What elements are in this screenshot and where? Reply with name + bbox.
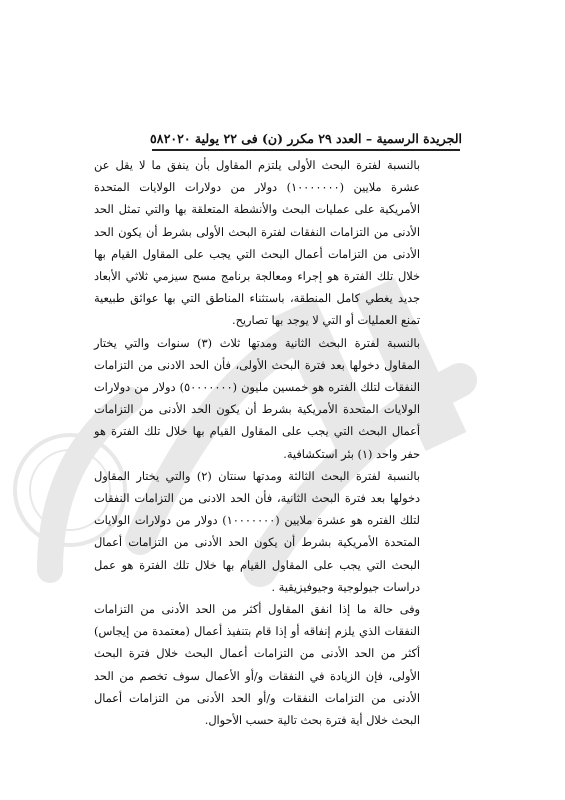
document-body — [94, 155, 420, 732]
paragraph-third-exploration-period: بالنسبة لفترة البحث الثالثة ومدتها سنتان (٢) والتي يختار المقاول دخولها بعد فترة البحث الثانية، فأن الحد الادنى من التزامات النفقات لتلك الفتره هو عشرة ملايين (١٠٠٠٠٠٠٠) دولار من دولارات الولايات المتحدة الأمريكية بشرط أن يكون الحد الأدنى من التزامات أعمال البحث التي يجب على المقاول القيام بها خلال تلك الفترة هو عمل دراسات جيولوجية وجيوفيزيقية . — [94, 469, 420, 594]
header-title: الجريدة الرسمية – العدد ٢٩ مكرر (ن) فى ٢٢ يولية ٢٠٢٠ — [163, 130, 462, 146]
header-divider — [152, 149, 460, 151]
page-number: ٥٨ — [150, 130, 164, 146]
paragraph-second-exploration-period: بالنسبة لفترة البحث الثانية ومدتها ثلاث (٣) سنوات والتي يختار المقاول دخولها بعد فترة البحث الأولى، فأن الحد الادنى من التزامات النفقات لتلك الفتره هو خمسين مليون (٥٠٠٠٠٠٠٠) دولار من دولارات الولايات المتحدة الأمريكية بشرط أن يكون الحد الأدنى من التزامات أعمال البحث التي يجب على المقاول القيام بها خلال تلك الفترة هو حفر واحد (١) بئر استكشافية. — [94, 336, 420, 461]
paragraph-excess-expenditure: وفى حالة ما إذا انفق المقاول أكثر من الحد الأدنى من التزامات النفقات الذي يلزم إنفاقه أو إذا قام بتنفيذ أعمال (معتمدة من إيجاس) أكثر من الحد الأدنى من التزامات أعمال البحث خلال فترة البحث الأولى، فإن الزيادة في النفقات و/أو الأعمال سوف تخصم من الحد الأدنى من التزامات النفقات و/أو الحد الأدنى من التزامات أعمال البحث خلال أية فترة بحث تالية حسب الأحوال. — [94, 603, 420, 728]
paragraph-first-exploration-period: بالنسبة لفترة البحث الأولى يلتزم المقاول بأن ينفق ما لا يقل عن عشرة ملايين (١٠٠٠٠٠٠٠) دولار من دولارات الولايات المتحدة الأمريكية على عمليات البحث والأنشطة المتعلقة بها والتي تمثل الحد الأدنى من التزامات النفقات لفترة البحث الأولى بشرط أن يكون الحد الأدنى من التزامات أعمال البحث التي يجب على المقاول القيام بها خلال تلك الفترة هو إجراء ومعالجة برنامج مسح سيزمي ثلاثي الأبعاد جديد يغطي كامل المنطقة، باستثناء المناطق التي بها عوائق طبيعية تمنع العمليات أو التي لا يوجد بها تصاريح. — [94, 159, 420, 328]
page-header — [150, 127, 462, 149]
